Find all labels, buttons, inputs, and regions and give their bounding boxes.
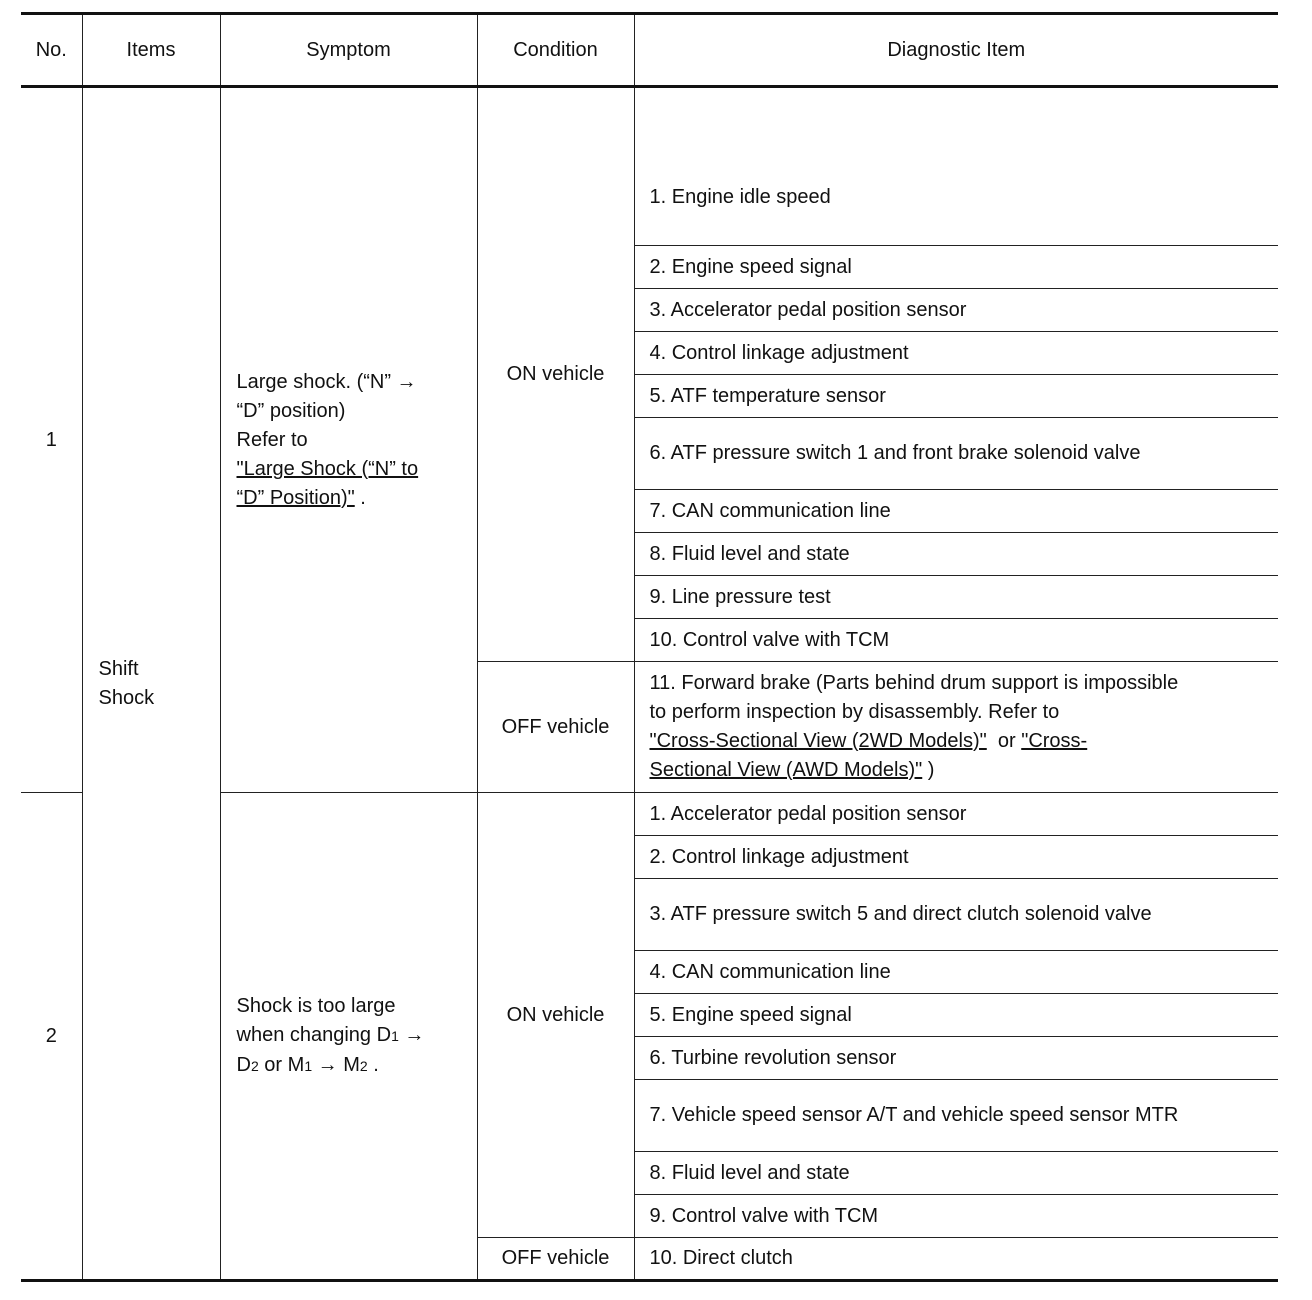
diagnostic-item: 6. ATF pressure switch 1 and front brake solenoid valve: [634, 418, 1278, 490]
diagnostic-item: 4. Control linkage adjustment: [634, 332, 1278, 375]
diagnostic-item: 5. ATF temperature sensor: [634, 375, 1278, 418]
subscript: 1: [304, 1057, 313, 1074]
diagnosis-table: [21, 12, 1278, 1282]
condition-cell: ON vehicle: [477, 87, 634, 662]
diagnostic-item: 1. Engine idle speed: [634, 87, 1278, 246]
diagnostic-item: 9. Control valve with TCM: [634, 1195, 1278, 1238]
diagnostic-text: to perform inspection by disassembly. Refer to: [649, 701, 1060, 723]
diagnostic-item: 3. Accelerator pedal position sensor: [634, 289, 1278, 332]
diagnostic-item: 3. ATF pressure switch 5 and direct clutch solenoid valve: [634, 879, 1278, 951]
cross-section-awd-link[interactable]: "Cross-: [1021, 730, 1088, 752]
symptom-text: when changing D: [236, 1023, 392, 1046]
diagnostic-item: 8. Fluid level and state: [634, 1152, 1278, 1195]
subscript: 1: [391, 1027, 399, 1044]
symptom-text: .: [354, 486, 366, 509]
symptom-text: or M: [258, 1053, 305, 1076]
symptom-text: → M: [312, 1053, 360, 1076]
condition-cell: OFF vehicle: [477, 662, 634, 793]
diagnostic-item: 1. Accelerator pedal position sensor: [634, 793, 1278, 836]
large-shock-link[interactable]: “D” Position)": [236, 486, 355, 509]
diagnostic-item: 2. Engine speed signal: [634, 246, 1278, 289]
symptom-text: .: [367, 1053, 379, 1076]
row-number: 1: [21, 87, 82, 793]
diagnostic-text: 11. Forward brake (Parts behind drum support is impossible: [649, 672, 1179, 694]
symptom-text: Refer to: [236, 428, 308, 451]
large-shock-link[interactable]: "Large Shock (“N” to: [236, 457, 419, 480]
diagnostic-item: 9. Line pressure test: [634, 576, 1278, 619]
diagnostic-item: 7. CAN communication line: [634, 490, 1278, 533]
item-label-line: Shock: [98, 686, 155, 709]
diagnostic-item: 10. Control valve with TCM: [634, 619, 1278, 662]
subscript: 2: [359, 1057, 368, 1074]
header-no: No.: [21, 14, 82, 87]
symptom-text: Shock is too large: [236, 994, 396, 1017]
header-symptom: Symptom: [220, 14, 477, 87]
symptom-cell: [220, 793, 477, 1281]
diagnostic-item: 10. Direct clutch: [634, 1238, 1278, 1281]
diagnostic-text: ): [922, 759, 935, 781]
diagnostic-item: 6. Turbine revolution sensor: [634, 1037, 1278, 1080]
diagnostic-item: [634, 662, 1278, 793]
diagnostic-text: or: [986, 730, 1022, 752]
symptom-text: “D” position): [236, 399, 346, 422]
header-condition: Condition: [477, 14, 634, 87]
item-label-line: Shift: [98, 657, 139, 680]
diagnostic-item: 4. CAN communication line: [634, 951, 1278, 994]
header-items: Items: [82, 14, 220, 87]
symptom-cell: [220, 87, 477, 793]
symptom-text: Large shock. (“N” →: [236, 370, 417, 393]
condition-cell: ON vehicle: [477, 793, 634, 1238]
subscript: 2: [250, 1057, 259, 1074]
cross-section-2wd-link[interactable]: "Cross-Sectional View (2WD Models)": [649, 730, 987, 752]
row-number: 2: [21, 793, 82, 1281]
cross-section-awd-link[interactable]: Sectional View (AWD Models)": [649, 759, 923, 781]
symptom-text: D: [236, 1053, 251, 1076]
item-cell: [82, 87, 220, 1281]
symptom-text: →: [398, 1023, 425, 1046]
diagnostic-item: 7. Vehicle speed sensor A/T and vehicle speed sensor MTR: [634, 1080, 1278, 1152]
header-row: [21, 14, 1278, 87]
diagnostic-item: 2. Control linkage adjustment: [634, 836, 1278, 879]
header-diagnostic-item: Diagnostic Item: [634, 14, 1278, 87]
diagnostic-item: 5. Engine speed signal: [634, 994, 1278, 1037]
condition-cell: OFF vehicle: [477, 1238, 634, 1281]
table-row: [21, 87, 1278, 246]
diagnostic-item: 8. Fluid level and state: [634, 533, 1278, 576]
